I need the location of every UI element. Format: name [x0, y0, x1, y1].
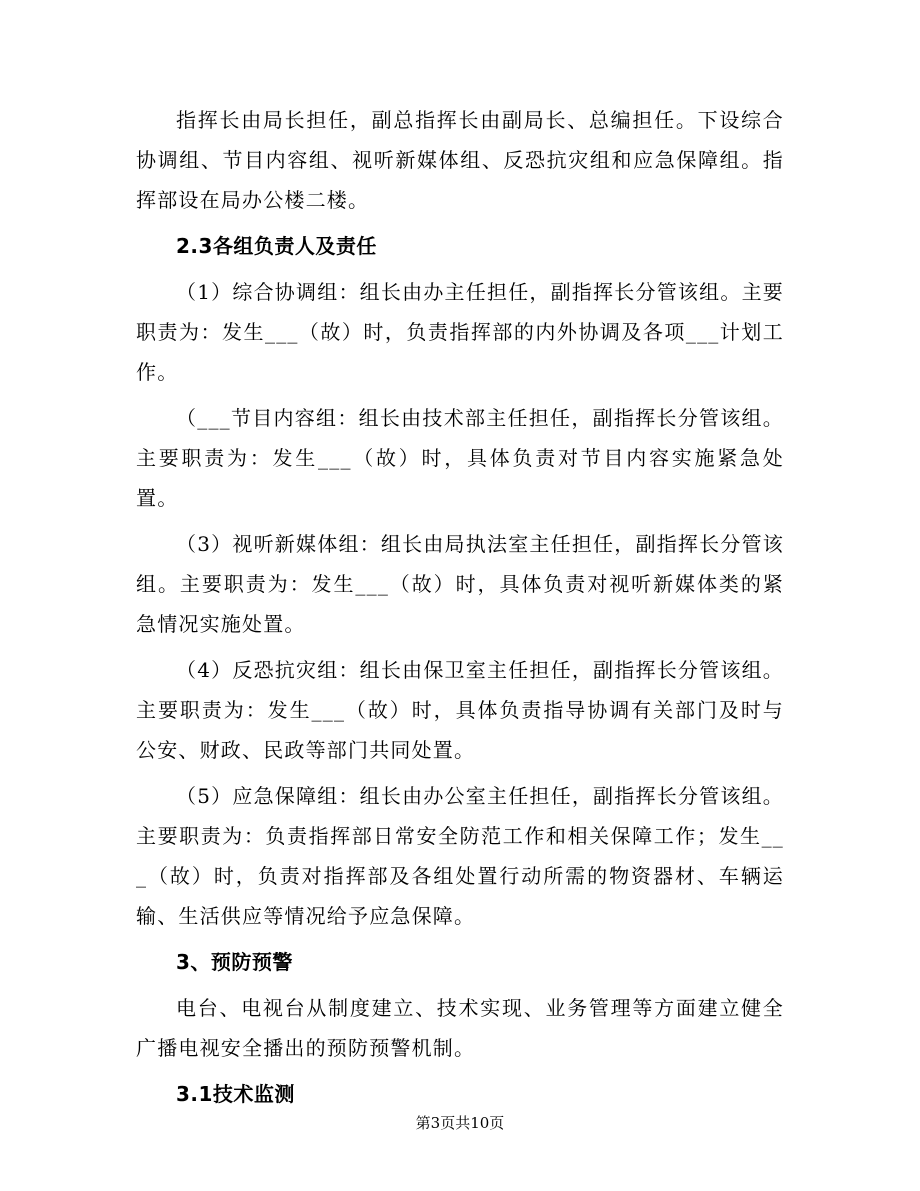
- paragraph-emergency-support-group: （5）应急保障组：组长由办公室主任担任，副指挥长分管该组。主要职责为：负责指挥部日常安全防范工作和相关保障工作；发生___（故）时，负责对指挥部及各组处置行动所需的物资器材、车辆运输、生活供应等情况给予应急保障。: [136, 784, 784, 928]
- paragraph-program-content-group: （___节目内容组：组长由技术部主任担任，副指挥长分管该组。主要职责为：发生___（故）时，具体负责对节目内容实施紧急处置。: [136, 406, 784, 510]
- paragraph-new-media-group: （3）视听新媒体组：组长由局执法室主任担任，副指挥长分管该组。主要职责为：发生___（故）时，具体负责对视听新媒体类的紧急情况实施处置。: [136, 532, 784, 636]
- section-heading-3-1: 3.1技术监测: [176, 1082, 295, 1106]
- paragraph-coordination-group: （1）综合协调组：组长由办主任担任，副指挥长分管该组。主要职责为：发生___（故）时，负责指挥部的内外协调及各项___计划工作。: [136, 280, 784, 384]
- paragraph-prevention-warning: 电台、电视台从制度建立、技术实现、业务管理等方面建立健全广播电视安全播出的预防预警机制。: [136, 996, 784, 1060]
- paragraph-anti-terror-group: （4）反恐抗灾组：组长由保卫室主任担任，副指挥长分管该组。主要职责为：发生___（故）时，具体负责指导协调有关部门及时与公安、财政、民政等部门共同处置。: [136, 658, 784, 762]
- section-heading-2-3: 2.3各组负责人及责任: [176, 234, 377, 258]
- page-number-footer: 第3页共10页: [415, 1114, 505, 1132]
- document-body: [136, 100, 784, 1120]
- section-heading-3: 3、预防预警: [176, 950, 293, 974]
- paragraph-command-structure: 指挥长由局长担任，副总指挥长由副局长、总编担任。下设综合协调组、节目内容组、视听新媒体组、反恐抗灾组和应急保障组。指挥部设在局办公楼二楼。: [136, 108, 784, 212]
